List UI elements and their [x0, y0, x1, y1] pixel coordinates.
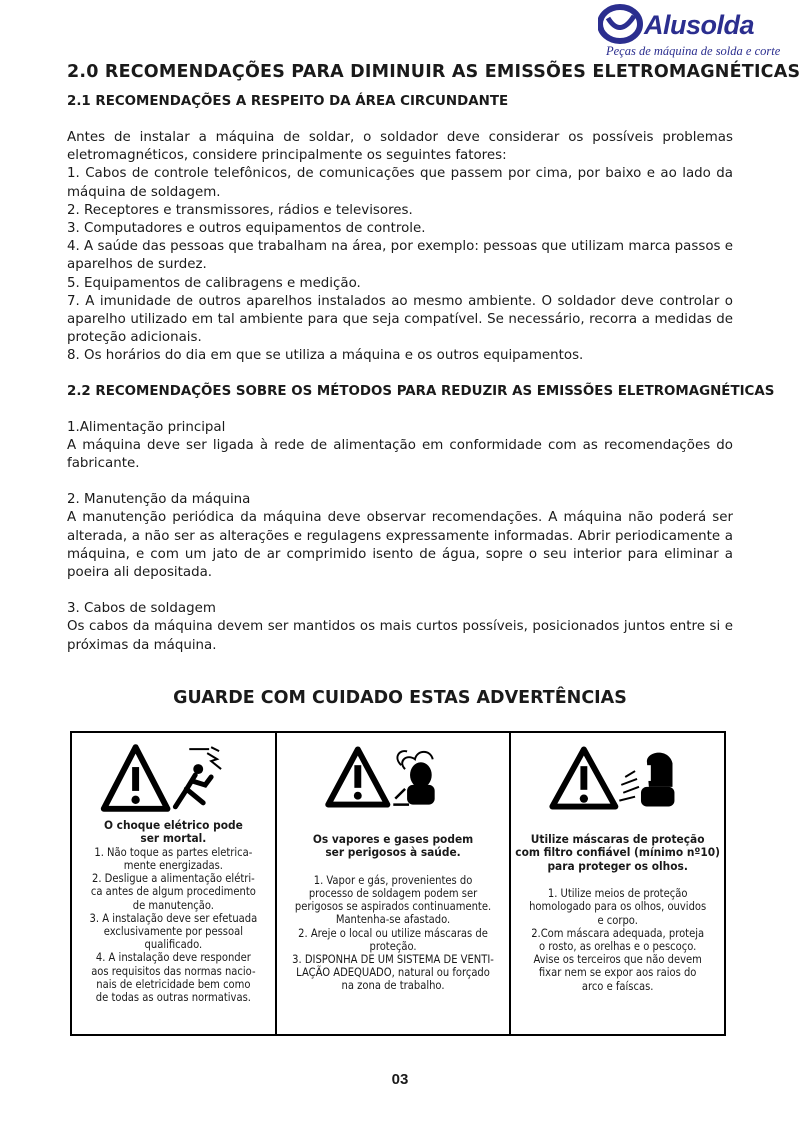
logo-tagline: Peças de máquina de solda e corte: [606, 44, 781, 58]
logo-name: Alusolda: [644, 10, 755, 40]
logo-swoosh-icon: [598, 4, 646, 44]
warning-line: de todas as outras normativas.: [95, 991, 251, 1005]
warning-line: arco e faíscas.: [581, 979, 654, 993]
list-item: 3. Computadores e outros equipamentos de controle.: [67, 221, 426, 237]
method-heading: 1.Alimentação principal: [67, 419, 226, 435]
warning-heading: ser mortal.: [140, 831, 207, 846]
warning-text: [280, 833, 507, 993]
warning-line: processo de soldagem podem ser: [308, 887, 478, 901]
warning-line: de manutenção.: [132, 898, 214, 912]
fumes-gases-warning-icon: [277, 741, 510, 813]
warning-line: exclusivamente por pessoal: [103, 925, 243, 939]
warning-line: Mantenha-se afastado.: [335, 913, 451, 927]
warnings-title: GUARDE COM CUIDADO ESTAS ADVERTÊNCIAS: [173, 688, 627, 708]
warning-heading: O choque elétrico pode: [103, 818, 243, 832]
subsection-1-title: 2.1 RECOMENDAÇÕES A RESPEITO DA ÁREA CIRCUNDANTE: [67, 94, 509, 109]
warning-line: aos requisitos das normas nacio-: [91, 964, 256, 978]
warning-line: e corpo.: [597, 913, 638, 927]
method-text: A máquina deve ser ligada à rede de alimentação em conformidade com as recomendações do fabricante.: [67, 437, 733, 472]
welding-mask-warning-icon: [511, 741, 724, 813]
warning-line: 3. DISPONHA DE UM SISTEMA DE VENTI-: [292, 953, 494, 967]
warning-line: 2. Desligue a alimentação elétri-: [92, 872, 255, 886]
warning-line: 2.Com máscara adequada, proteja: [531, 926, 705, 940]
warning-line: LAÇÃO ADEQUADO, natural ou forçado: [296, 966, 490, 980]
main-content: [67, 62, 800, 673]
warning-line: nais de eletricidade bem como: [96, 977, 251, 991]
warning-text: [514, 833, 721, 993]
warnings-table: [70, 731, 726, 1036]
list-item: 4. A saúde das pessoas que trabalham na área, por exemplo: pessoas que utilizam marca passos e aparelhos de surdez.: [67, 239, 733, 273]
list-item: 8. Os horários do dia em que se utiliza a máquina e os outros equipamentos.: [67, 348, 584, 364]
warning-line: 4. A instalação deve responder: [95, 951, 251, 965]
subsection-1-body: [67, 129, 733, 366]
warning-line: perigosos se aspirados continuamente.: [294, 900, 492, 914]
warning-line: 1. Utilize meios de proteção: [547, 887, 688, 901]
warning-heading: Utilize máscaras de proteção: [530, 832, 705, 846]
warning-line: homologado para os olhos, ouvidos: [529, 900, 707, 914]
list-item: 7. A imunidade de outros aparelhos instalados ao mesmo ambiente. O soldador deve controlar o aparelho utilizado em tal ambiente para que seja compatível. Se necessário, recorra a medidas de proteção adicionais.: [67, 293, 733, 346]
method-text: A manutenção periódica da máquina deve observar recomendações. A máquina não poderá ser alterada, a não ser as alterações e regulagens expressamente informadas. Abrir periodicamente a máquina, e com um jato de ar comprimido isento de água, sopre o seu interior para eliminar a poeira ali depositada.: [67, 510, 733, 581]
warning-cell-mask: [509, 733, 724, 1034]
warning-heading: ser perigosos à saúde.: [325, 845, 461, 860]
section-title: 2.0 RECOMENDAÇÕES PARA DIMINUIR AS EMISSÕES ELETROMAGNÉTICAS: [67, 62, 800, 82]
method-item: [67, 491, 733, 582]
warning-line: 3. A instalação deve ser efetuada: [89, 911, 258, 925]
warning-line: ca antes de algum procedimento: [90, 885, 256, 899]
method-text: Os cabos da máquina devem ser mantidos os mais curtos possíveis, posicionados juntos entre si e próximas da máquina.: [67, 619, 733, 653]
list-item: 1. Cabos de controle telefônicos, de comunicações que passem por cima, por baixo e ao lado da máquina de soldagem.: [67, 166, 733, 200]
list-item: 5. Equipamentos de calibragens e medição.: [67, 275, 361, 291]
warning-line: 1. Não toque as partes eletrica-: [94, 845, 253, 859]
warning-line: 1. Vapor e gás, provenientes do: [313, 873, 473, 887]
method-item: [67, 419, 733, 474]
warning-line: o rosto, as orelhas e o pescoço.: [538, 940, 697, 954]
brand-logo: [598, 4, 781, 62]
warning-heading: para proteger os olhos.: [547, 858, 688, 873]
list-item: 2. Receptores e transmissores, rádios e televisores.: [67, 202, 413, 218]
warning-text: [75, 819, 272, 1004]
method-heading: 2. Manutenção da máquina: [67, 492, 251, 508]
warning-line: qualificado.: [144, 938, 203, 952]
page-number: 03: [391, 1071, 409, 1088]
paragraph: Antes de instalar a máquina de soldar, o soldador deve considerar os possíveis problemas eletromagnéticos, considere principalmente os seguintes fatores:: [67, 130, 733, 164]
warning-cell-electric: [72, 733, 275, 1034]
electric-shock-warning-icon: [72, 741, 275, 813]
warning-line: mente energizadas.: [123, 859, 223, 873]
subsection-2-title: 2.2 RECOMENDAÇÕES SOBRE OS MÉTODOS PARA REDUZIR AS EMISSÕES ELETROMAGNÉTICAS: [67, 383, 775, 399]
warning-heading: Os vapores e gases podem: [312, 832, 474, 846]
warning-line: proteção.: [369, 939, 417, 953]
warning-heading: com filtro confiável (mínimo nº10): [515, 845, 720, 860]
warning-cell-fumes: [275, 733, 510, 1034]
method-heading: 3. Cabos de soldagem: [67, 601, 216, 617]
warning-line: fixar nem se expor aos raios do: [538, 966, 697, 980]
warning-line: Avise os terceiros que não devem: [533, 953, 702, 967]
warning-line: 2. Areje o local ou utilize máscaras de: [298, 926, 488, 940]
warning-line: na zona de trabalho.: [341, 979, 445, 993]
method-item: [67, 600, 733, 655]
